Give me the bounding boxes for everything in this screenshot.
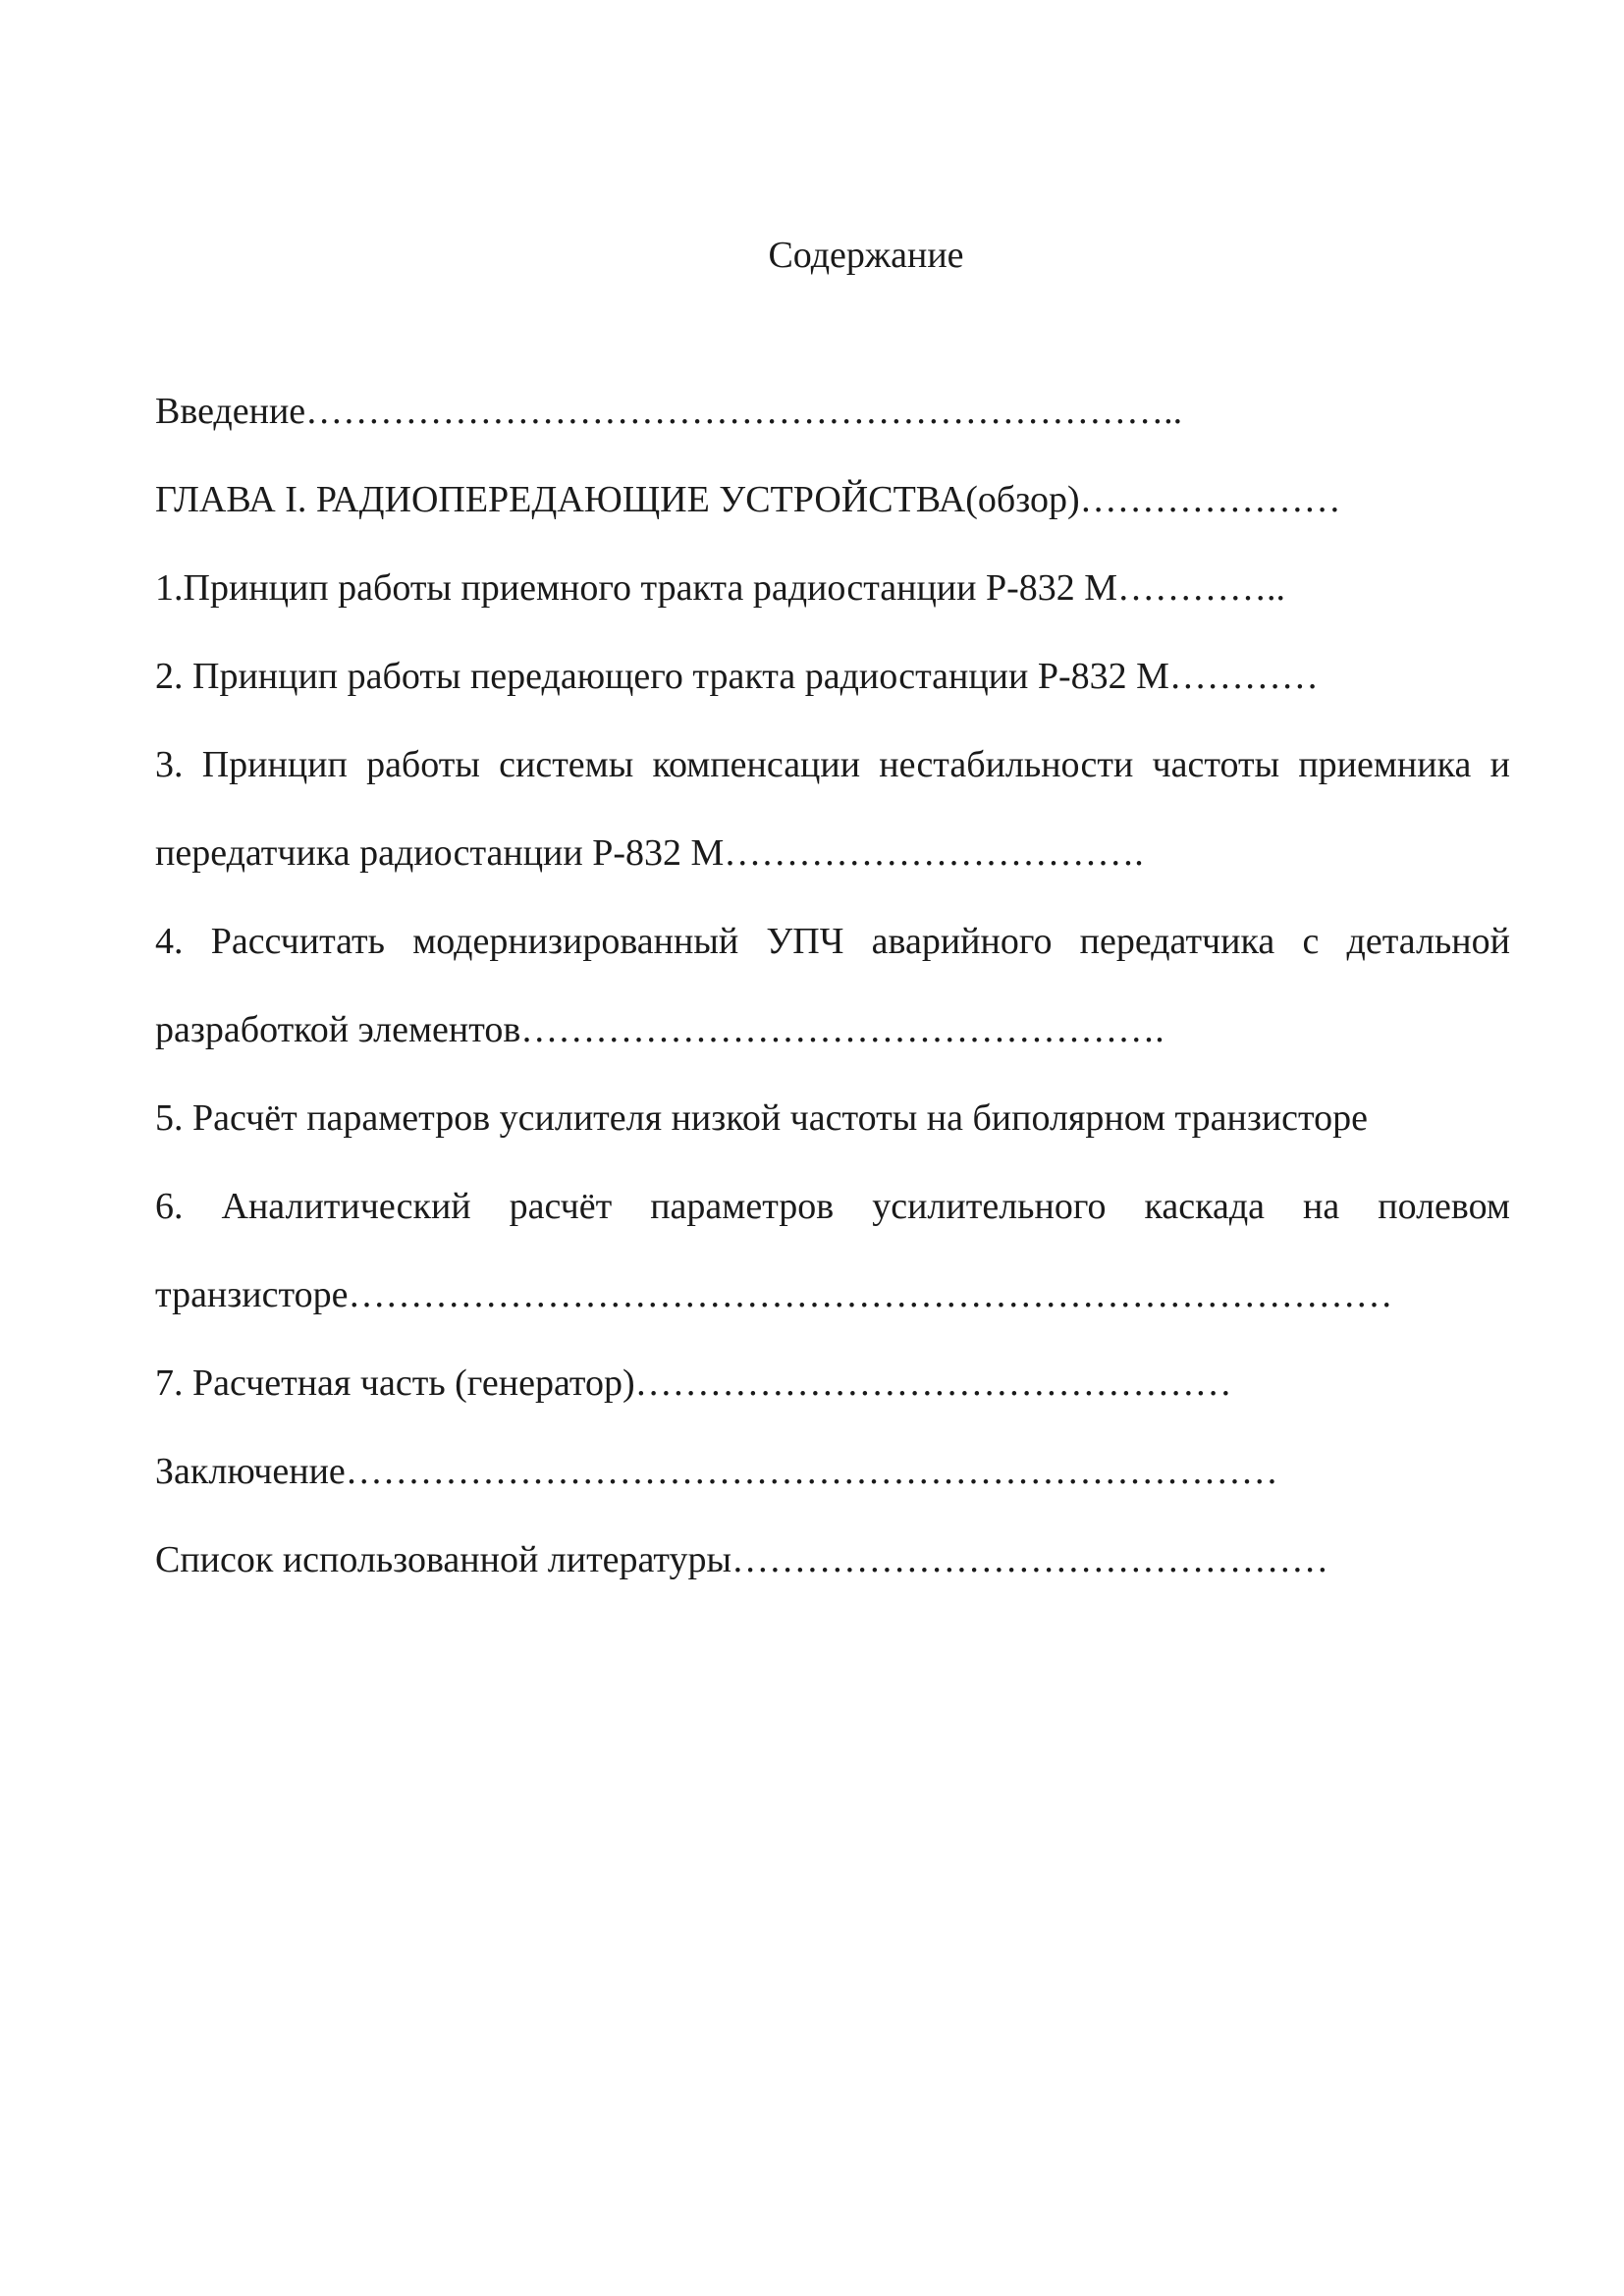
toc-word: на (1303, 1186, 1340, 1227)
toc-word: 6. (155, 1186, 184, 1227)
toc-word: каскада (1144, 1186, 1266, 1227)
toc-word: детальной (1346, 921, 1510, 962)
toc-word: 4. (155, 921, 184, 962)
toc-entry-section-1: 1.Принцип работы приемного тракта радиостанции Р-832 М………….. (155, 567, 1286, 609)
toc-word: Аналитический (221, 1186, 471, 1227)
toc-entry-section-4-line-2: разработкой элементов……………………………………………. (155, 1009, 1164, 1050)
toc-word: частоты (1152, 744, 1280, 785)
toc-word: параметров (650, 1186, 835, 1227)
toc-word: УПЧ (766, 921, 844, 962)
toc-word: расчёт (509, 1186, 613, 1227)
toc-word: работы (366, 744, 480, 785)
toc-entry-section-5: 5. Расчёт параметров усилителя низкой частоты на биполярном транзисторе (155, 1097, 1368, 1139)
toc-entry-section-3-line-1 (155, 738, 1510, 791)
toc-word: системы (499, 744, 634, 785)
toc-word: с (1302, 921, 1320, 962)
toc-word: и (1489, 744, 1510, 785)
toc-entry-conclusion: Заключение………………………………………………………………… (155, 1451, 1278, 1492)
toc-word: полевом (1378, 1186, 1510, 1227)
toc-word: 3. (155, 744, 184, 785)
toc-entry-section-7: 7. Расчетная часть (генератор)………………………………………… (155, 1362, 1232, 1404)
toc-word: Принцип (201, 744, 348, 785)
toc-entry-chapter-1: ГЛАВА I. РАДИОПЕРЕДАЮЩИЕ УСТРОЙСТВА(обзор)………………… (155, 479, 1341, 520)
toc-entry-section-2: 2. Принцип работы передающего тракта радиостанции Р-832 М………… (155, 656, 1319, 697)
toc-word: приемника (1298, 744, 1472, 785)
toc-entry-section-6-line-2: транзисторе………………………………………………………………………… (155, 1274, 1393, 1315)
toc-word: аварийного (871, 921, 1053, 962)
toc-title: Содержание (768, 235, 964, 276)
toc-word: Рассчитать (210, 921, 385, 962)
toc-entry-section-6-line-1 (155, 1180, 1510, 1233)
toc-entry-section-4-line-1 (155, 915, 1510, 968)
toc-word: усилительного (872, 1186, 1107, 1227)
toc-word: модернизированный (412, 921, 739, 962)
toc-word: нестабильности (879, 744, 1134, 785)
toc-entry-section-3-line-2: передатчика радиостанции Р-832 М……………………………. (155, 832, 1144, 874)
toc-word: передатчика (1079, 921, 1275, 962)
toc-word: компенсации (652, 744, 861, 785)
toc-entry-references: Список использованной литературы………………………………………… (155, 1539, 1329, 1580)
toc-entry-introduction: Введение…………………………………………………………….. (155, 391, 1183, 432)
